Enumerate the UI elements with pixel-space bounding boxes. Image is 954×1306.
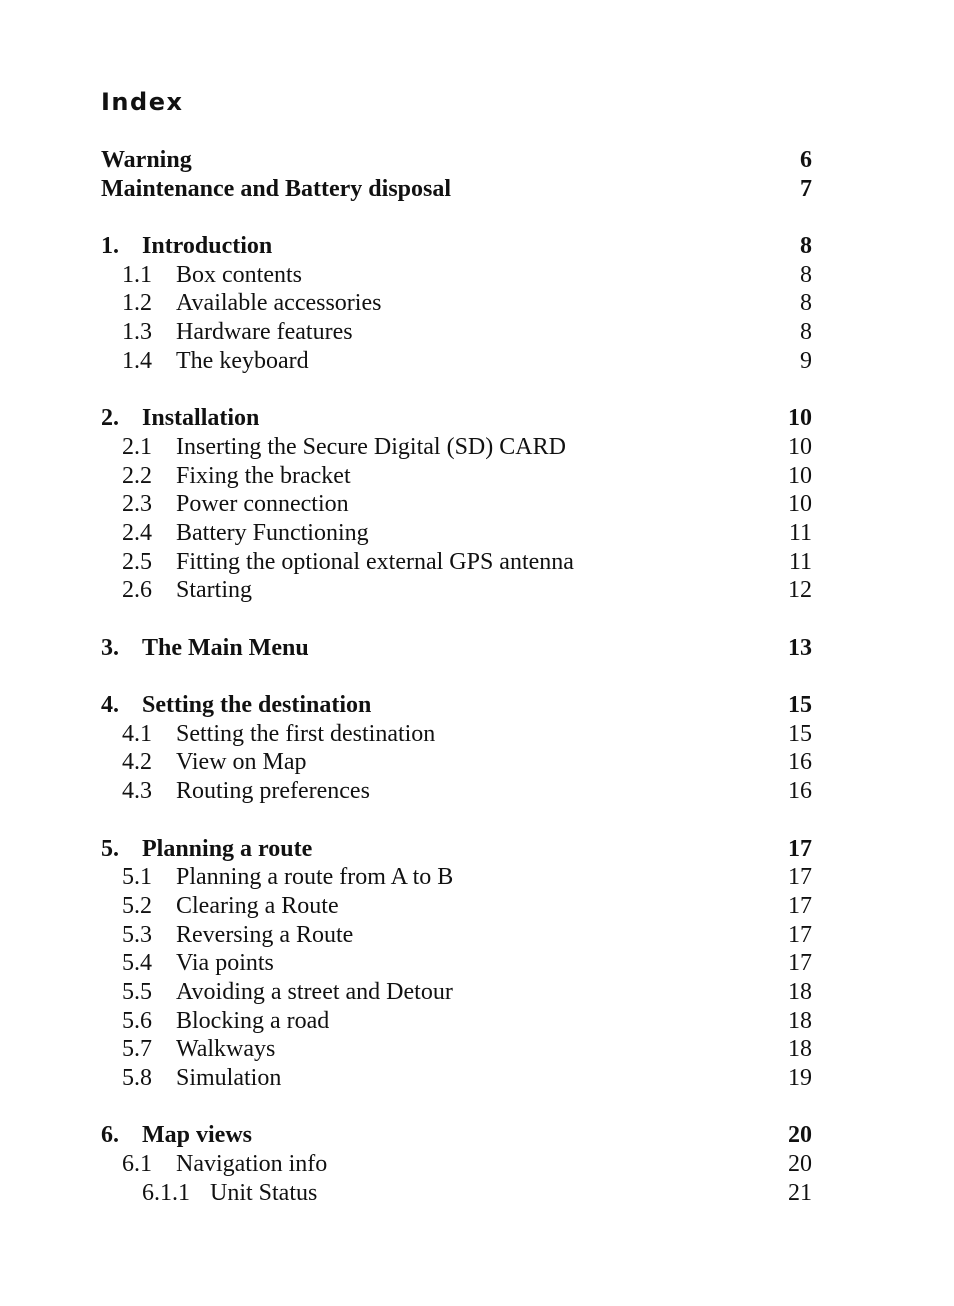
toc-entry-number: 2.2 bbox=[122, 462, 152, 489]
toc-entry-text: Hardware features bbox=[176, 319, 353, 346]
toc-entry-page: 10 bbox=[788, 405, 812, 432]
toc-entry-text: Warning bbox=[101, 147, 192, 173]
toc-subsection-6-1-1 bbox=[101, 1179, 812, 1208]
toc-entry-text: Clearing a Route bbox=[176, 892, 339, 919]
toc-entry-number: 5.1 bbox=[122, 864, 152, 891]
toc-entry-page: 8 bbox=[800, 233, 812, 260]
toc-entry-text: Fixing the bracket bbox=[176, 462, 351, 489]
table-of-contents bbox=[101, 146, 812, 1207]
toc-entry-page: 21 bbox=[788, 1179, 812, 1206]
toc-section-4-3 bbox=[101, 777, 812, 806]
toc-entry-page: 6 bbox=[800, 147, 812, 173]
toc-chapter-3 bbox=[101, 634, 812, 663]
toc-entry-number: 5.6 bbox=[122, 1007, 152, 1034]
toc-entry-page: 13 bbox=[788, 634, 812, 661]
toc-entry-number: 6.1 bbox=[122, 1151, 152, 1178]
toc-section-5-8 bbox=[101, 1064, 812, 1093]
toc-entry-number: 5.4 bbox=[122, 950, 152, 977]
toc-entry-page: 15 bbox=[788, 720, 812, 747]
toc-entry-page: 12 bbox=[788, 577, 812, 604]
toc-entry-text: Planning a route bbox=[142, 835, 313, 862]
toc-section-5-3 bbox=[101, 921, 812, 950]
toc-entry-number: 5. bbox=[101, 835, 119, 862]
toc-entry-text: Setting the first destination bbox=[176, 720, 436, 747]
toc-section-2-1 bbox=[101, 433, 812, 462]
toc-section-4-2 bbox=[101, 748, 812, 777]
toc-entry-page: 19 bbox=[788, 1065, 812, 1091]
toc-entry-number: 2.6 bbox=[122, 577, 152, 604]
toc-section-2-6 bbox=[101, 576, 812, 605]
toc-section-1-2 bbox=[101, 289, 812, 318]
toc-entry-text: Introduction bbox=[142, 233, 273, 260]
toc-entry-text: Installation bbox=[142, 405, 260, 432]
toc-section-5-4 bbox=[101, 949, 812, 978]
toc-entry-page: 10 bbox=[788, 491, 812, 518]
toc-entry-number: 1. bbox=[101, 233, 119, 260]
toc-entry-text: Planning a route from A to B bbox=[176, 864, 454, 891]
toc-section-1-4 bbox=[101, 347, 812, 376]
spacer bbox=[101, 806, 812, 835]
toc-entry-text: The Main Menu bbox=[142, 634, 309, 661]
toc-entry-number: 1.3 bbox=[122, 319, 152, 346]
toc-entry-number: 5.2 bbox=[122, 892, 152, 919]
spacer bbox=[101, 376, 812, 405]
toc-entry-text: Available accessories bbox=[176, 290, 382, 317]
toc-entry-page: 17 bbox=[788, 892, 812, 919]
toc-entry-page: 15 bbox=[788, 692, 812, 719]
toc-entry-page: 11 bbox=[788, 519, 812, 546]
toc-entry-page: 17 bbox=[788, 950, 812, 977]
toc-section-6-1 bbox=[101, 1150, 812, 1179]
toc-entry-text: Blocking a road bbox=[176, 1007, 330, 1034]
toc-entry-warning bbox=[101, 146, 812, 175]
toc-entry-number: 5.7 bbox=[122, 1036, 152, 1063]
spacer bbox=[101, 605, 812, 634]
toc-entry-number: 4.2 bbox=[122, 749, 152, 776]
toc-entry-page: 20 bbox=[788, 1151, 812, 1178]
toc-entry-maintenance bbox=[101, 175, 812, 204]
toc-entry-number: 2.4 bbox=[122, 519, 152, 546]
toc-entry-number: 4. bbox=[101, 692, 119, 719]
toc-section-2-2 bbox=[101, 462, 812, 491]
toc-entry-text: Simulation bbox=[176, 1065, 282, 1091]
toc-entry-page: 17 bbox=[788, 835, 812, 862]
toc-entry-text: Unit Status bbox=[210, 1179, 318, 1206]
toc-entry-page: 17 bbox=[788, 921, 812, 948]
toc-section-5-1 bbox=[101, 863, 812, 892]
toc-section-5-6 bbox=[101, 1007, 812, 1036]
toc-entry-number: 6.1.1 bbox=[142, 1179, 190, 1206]
toc-entry-page: 7 bbox=[800, 175, 812, 202]
toc-entry-number: 1.1 bbox=[122, 261, 152, 288]
toc-section-2-4 bbox=[101, 519, 812, 548]
toc-entry-text: Box contents bbox=[176, 261, 302, 288]
toc-entry-text: Fitting the optional external GPS antenna bbox=[176, 548, 574, 575]
toc-entry-number: 1.2 bbox=[122, 290, 152, 317]
toc-entry-text: Walkways bbox=[176, 1036, 276, 1063]
toc-entry-number: 2.1 bbox=[122, 433, 152, 460]
toc-entry-page: 11 bbox=[788, 548, 812, 575]
toc-chapter-6 bbox=[101, 1121, 812, 1150]
spacer bbox=[101, 1093, 812, 1122]
toc-entry-text: Via points bbox=[176, 950, 274, 977]
toc-chapter-5 bbox=[101, 835, 812, 864]
toc-entry-page: 8 bbox=[800, 290, 812, 317]
toc-entry-text: View on Map bbox=[176, 749, 307, 776]
toc-entry-text: Maintenance and Battery disposal bbox=[101, 175, 452, 202]
toc-entry-text: Reversing a Route bbox=[176, 921, 354, 948]
toc-entry-text: Inserting the Secure Digital (SD) CARD bbox=[176, 433, 566, 460]
toc-entry-number: 1.4 bbox=[122, 347, 152, 374]
toc-section-5-2 bbox=[101, 892, 812, 921]
toc-entry-number: 2. bbox=[101, 405, 119, 432]
toc-entry-page: 8 bbox=[800, 319, 812, 346]
toc-entry-page: 16 bbox=[788, 778, 812, 805]
toc-chapter-2 bbox=[101, 404, 812, 433]
toc-entry-text: Routing preferences bbox=[176, 778, 370, 805]
toc-section-1-3 bbox=[101, 318, 812, 347]
toc-entry-page: 20 bbox=[788, 1122, 812, 1149]
toc-entry-number: 4.3 bbox=[122, 778, 152, 805]
toc-entry-number: 5.8 bbox=[122, 1065, 152, 1091]
spacer bbox=[101, 662, 812, 691]
toc-entry-number: 4.1 bbox=[122, 720, 152, 747]
toc-section-2-5 bbox=[101, 548, 812, 577]
toc-entry-page: 9 bbox=[800, 347, 812, 374]
page-title: Index bbox=[101, 88, 184, 116]
toc-section-1-1 bbox=[101, 261, 812, 290]
toc-chapter-1 bbox=[101, 232, 812, 261]
toc-entry-text: Setting the destination bbox=[142, 692, 372, 719]
toc-entry-page: 10 bbox=[788, 462, 812, 489]
toc-entry-page: 17 bbox=[788, 864, 812, 891]
toc-entry-page: 8 bbox=[800, 261, 812, 288]
toc-entry-number: 5.3 bbox=[122, 921, 152, 948]
toc-entry-number: 3. bbox=[101, 634, 119, 661]
toc-section-5-5 bbox=[101, 978, 812, 1007]
toc-section-5-7 bbox=[101, 1035, 812, 1064]
toc-section-4-1 bbox=[101, 720, 812, 749]
toc-entry-number: 2.3 bbox=[122, 491, 152, 518]
toc-entry-page: 18 bbox=[788, 1036, 812, 1063]
toc-entry-page: 18 bbox=[788, 1007, 812, 1034]
toc-chapter-4 bbox=[101, 691, 812, 720]
toc-entry-text: Navigation info bbox=[176, 1151, 328, 1178]
toc-entry-number: 6. bbox=[101, 1122, 119, 1149]
toc-entry-text: The keyboard bbox=[176, 347, 309, 374]
toc-entry-text: Avoiding a street and Detour bbox=[176, 978, 453, 1005]
toc-entry-page: 16 bbox=[788, 749, 812, 776]
toc-entry-number: 5.5 bbox=[122, 978, 152, 1005]
toc-entry-page: 18 bbox=[788, 978, 812, 1005]
toc-entry-text: Battery Functioning bbox=[176, 519, 369, 546]
toc-entry-page: 10 bbox=[788, 433, 812, 460]
toc-entry-number: 2.5 bbox=[122, 548, 152, 575]
toc-entry-text: Map views bbox=[142, 1122, 252, 1149]
spacer bbox=[101, 203, 812, 232]
toc-section-2-3 bbox=[101, 490, 812, 519]
toc-entry-text: Power connection bbox=[176, 491, 349, 518]
toc-entry-text: Starting bbox=[176, 577, 252, 604]
